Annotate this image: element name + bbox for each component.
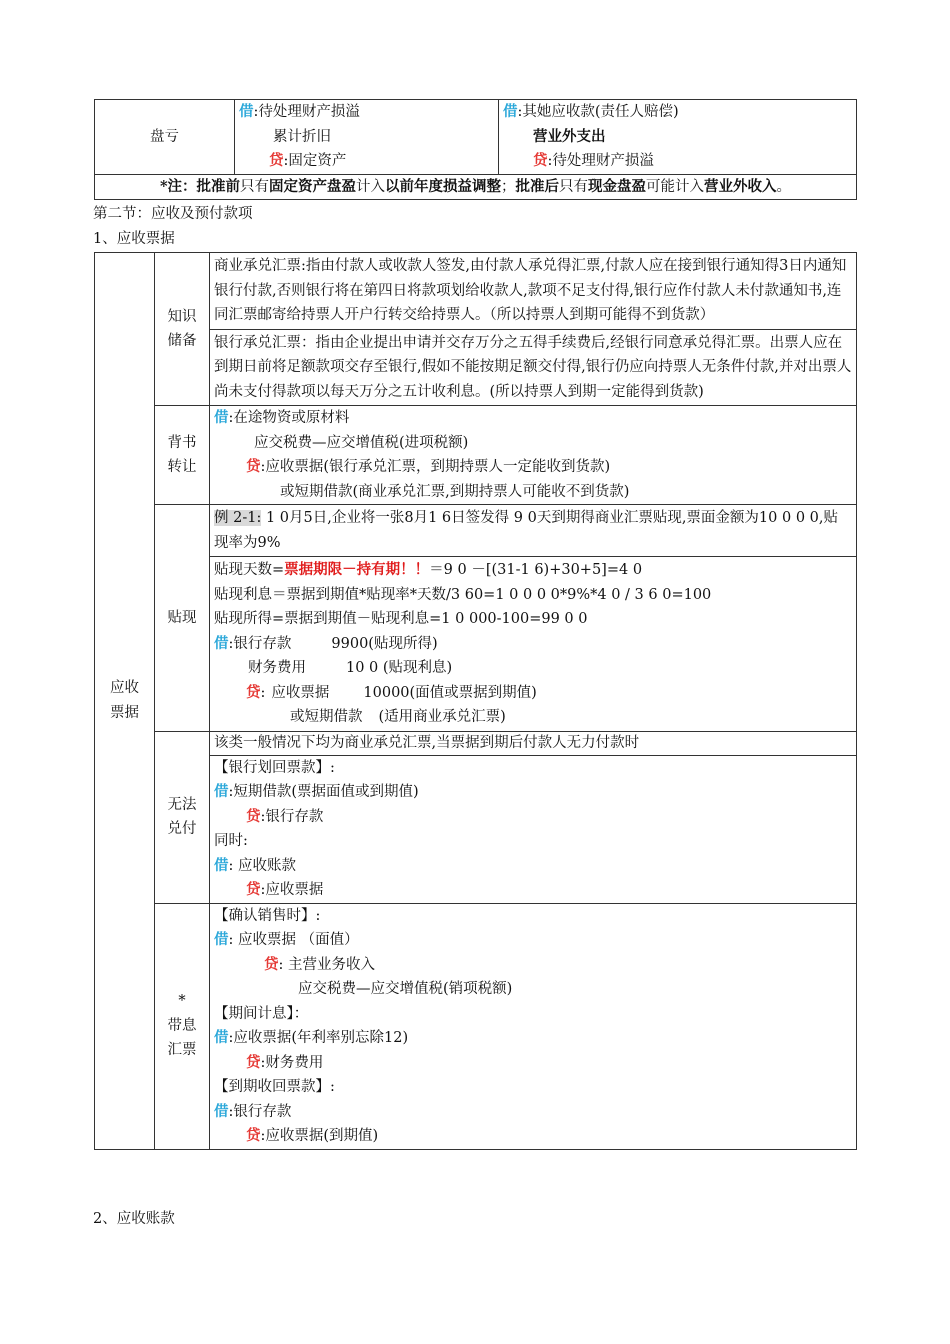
subsection-title-notes-receivable: 1、应收票据 (93, 231, 175, 247)
right-line-1: :其她应收款(责任人赔偿) (517, 104, 679, 120)
commercial-acceptance-text: 商业承兑汇票:指由付款人或收款人签发,由付款人承兑得汇票,付款人应在接到银行通知得3日内通知银行付款,否则银行将在第四日将款项划给收款人,款项不足支付得,银行应作付款人未付款通知书,连同汇票邮寄给持票人开户行转交给持票人。（所以持票人到期可能得不到货款） (210, 253, 857, 330)
discount-example: 例 2-1: 1 0月5日,企业将一张8月1 6日签发得 9 0天到期得商业汇票贴现,票面金额为10 0 0 0,贴现率为9% (210, 505, 857, 557)
notes-receivable-table (94, 252, 857, 1150)
pankui-debit-cell (235, 100, 499, 175)
endorse-entries: 借:在途物资或原材料 应交税费—应交增值税(进项税额) 贷:应收票据(银行承兑汇票，到期持票人一定能收到货款) 或短期借款(商业承兑汇票,到期持票人可能收不到货款) (210, 406, 857, 505)
dishonor-intro: 该类一般情况下均为商业承兑汇票,当票据到期后付款人无力付款时 (210, 731, 857, 755)
endorse-label: 背书 转让 (155, 406, 210, 505)
section-title: 第二节：应收及预付款项 (93, 206, 253, 222)
knowledge-label: 知识 储备 (155, 253, 210, 406)
right-line-2: 营业外支出 (533, 127, 606, 145)
interest-note-label: * 带息 汇票 (155, 903, 210, 1149)
right-line-3: :待处理财产损溢 (547, 153, 654, 169)
left-line-3: :固定资产 (283, 153, 347, 169)
subsection-title-accounts-receivable: 2、应收账款 (93, 1211, 175, 1227)
dishonor-label: 无法 兑付 (155, 731, 210, 903)
pankui-label: 盘亏 (95, 100, 235, 175)
pankui-credit-cell (499, 100, 857, 175)
approval-note: *注：批准前只有固定资产盘盈计入以前年度损益调整；批准后只有现金盘盈可能计入营业外收入。 (95, 174, 857, 199)
inventory-loss-table (94, 99, 857, 200)
left-line-1: :待处理财产损溢 (253, 104, 360, 120)
discount-calculation: 贴现天数=票据期限－持有期！！＝9 0 －[(31-1 6)+30+5]=4 0 贴现利息＝票据到期值*贴现率*天数/3 60=1 0 0 0 0*9%*4 0 / 3 6 0=100 贴现所得=票据到期值－贴现利息=1 0 000-100=99 0 0 借:银行存款 9900(贴现所得) 财务费用 10 0 (贴现利息) 贷: 应收票据 10000(面值或票据到期值) 或短期借款 (适用商业承兑汇票) (210, 557, 857, 732)
interest-note-entries: 【确认销售时】: 借: 应收票据 （面值） 贷: 主营业务收入 应交税费—应交增值税(销项税额) 【期间计息】： 借:应收票据(年利率别忘除12) 贷:财务费用 【到期收回票款】: 借:银行存款 贷:应收票据(到期值) (210, 903, 857, 1149)
jie-mark: 借 (239, 103, 254, 120)
dai-mark: 贷 (269, 152, 284, 169)
dai-mark: 贷 (533, 152, 548, 169)
dishonor-entries: 【银行划回票款】: 借:短期借款(票据面值或到期值) 贷:银行存款 同时: 借: 应收账款 贷:应收票据 (210, 755, 857, 903)
discount-label: 贴现 (155, 505, 210, 732)
jie-mark: 借 (503, 103, 518, 120)
notes-receivable-label: 应收 票据 (95, 253, 155, 1150)
left-line-2: 累计折旧 (273, 128, 331, 145)
bank-acceptance-text: 银行承兑汇票：指由企业提出申请并交存万分之五得手续费后,经银行同意承兑得汇票。出票人应在到期日前将足额款项交存至银行,假如不能按期足额交付得,银行仍应向持票人无条件付款,并对出票人尚未支付得款项以每天万分之五计收利息。(所以持票人到期一定能得到货款) (210, 329, 857, 406)
